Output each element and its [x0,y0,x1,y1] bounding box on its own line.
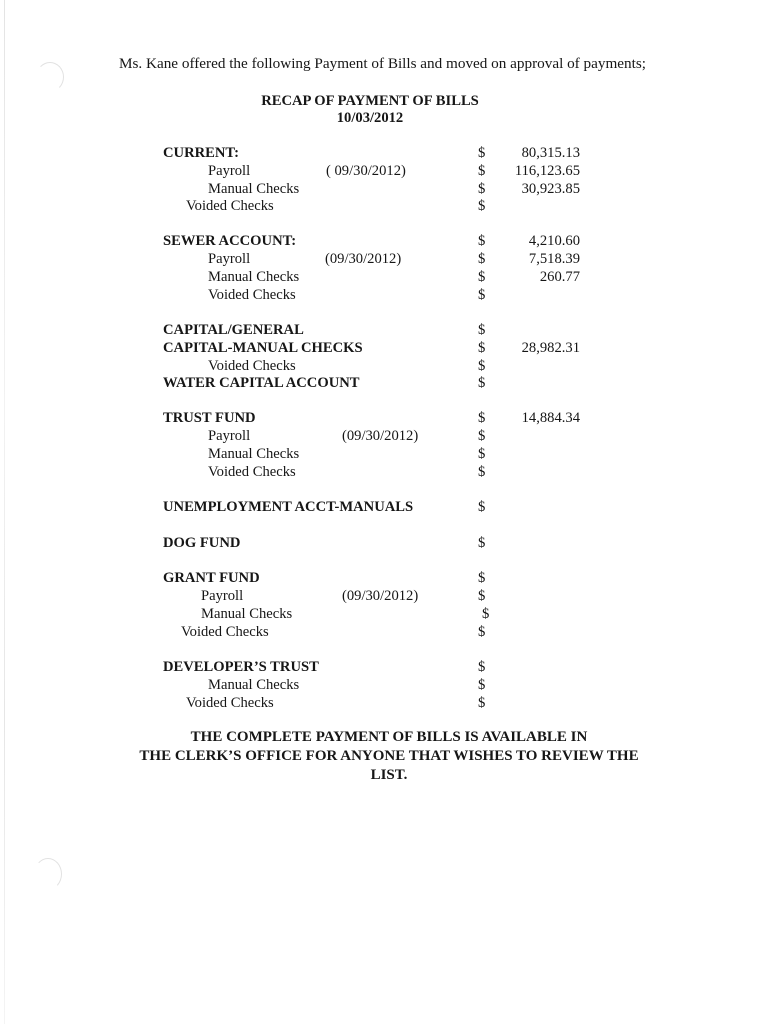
document-title: RECAP OF PAYMENT OF BILLS [261,93,479,109]
current-manual-amount: 116,123.65 [514,163,580,179]
sewer-manual-label: Manual Checks [208,269,300,285]
trust-fund-heading: TRUST FUND [163,410,256,426]
sewer-payroll-date: (09/30/2012) [325,251,402,267]
dog-fund-heading: DOG FUND [163,535,241,551]
dollar-sign: $ [478,251,486,267]
dollar-sign: $ [478,181,486,197]
grant-payroll-date: (09/30/2012) [342,588,419,604]
trust-fund-amount: 14,884.34 [521,410,580,426]
dollar-sign: $ [478,499,486,515]
dollar-sign: $ [478,677,486,693]
current-voided-amount: 30,923.85 [521,181,580,197]
current-heading: CURRENT: [163,145,239,161]
capital-manual-heading: CAPITAL-MANUAL CHECKS [163,340,363,356]
capital-voided-label: Voided Checks [208,358,296,374]
sewer-payroll-label: Payroll [208,251,251,267]
current-manual-label: Manual Checks [208,181,300,197]
developers-trust-heading: DEVELOPER’S TRUST [163,659,319,675]
grant-manual-label: Manual Checks [201,606,293,622]
dollar-sign: $ [478,428,486,444]
footer-line-1: THE COMPLETE PAYMENT OF BILLS IS AVAILABLE IN [190,729,588,745]
sewer-voided-label: Voided Checks [208,287,296,303]
sewer-voided-amount: 260.77 [539,269,580,285]
dollar-sign: $ [478,588,486,604]
dollar-sign: $ [478,659,486,675]
dollar-sign: $ [478,287,486,303]
dollar-sign: $ [478,163,486,179]
footer-line-3: LIST. [370,767,408,783]
dollar-sign: $ [478,464,486,480]
dollar-sign: $ [478,322,486,338]
dollar-sign: $ [478,695,486,711]
grant-fund-heading: GRANT FUND [163,570,260,586]
footer-notice [100,728,678,785]
unemployment-heading: UNEMPLOYMENT ACCT-MANUALS [163,499,414,515]
grant-payroll-label: Payroll [201,588,244,604]
current-payroll-date: ( 09/30/2012) [326,163,406,179]
current-voided-label: Voided Checks [186,198,274,214]
dollar-sign: $ [478,624,486,640]
current-payroll-label: Payroll [208,163,251,179]
intro-sentence: Ms. Kane offered the following Payment of Bills and moved on approval of payments; [119,55,646,72]
trust-voided-label: Voided Checks [208,464,296,480]
dollar-sign: $ [478,446,486,462]
footer-line-2: THE CLERK’S OFFICE FOR ANYONE THAT WISHES TO REVIEW THE [139,748,639,764]
current-payroll-amount: 80,315.13 [521,145,580,161]
dollar-sign: $ [478,198,486,214]
dollar-sign: $ [478,410,486,426]
dollar-sign: $ [478,375,486,391]
capital-manual-amount: 28,982.31 [521,340,580,356]
document-date: 10/03/2012 [336,110,404,126]
dollar-sign: $ [478,233,486,249]
grant-voided-label: Voided Checks [181,624,269,640]
dollar-sign: $ [482,606,490,622]
scan-artifact-bottom [34,858,62,890]
scan-edge-line [4,0,5,1024]
dollar-sign: $ [478,535,486,551]
developer-manual-label: Manual Checks [208,677,300,693]
dollar-sign: $ [478,145,486,161]
developer-voided-label: Voided Checks [186,695,274,711]
dollar-sign: $ [478,570,486,586]
capital-general-heading: CAPITAL/GENERAL [163,322,304,338]
trust-payroll-date: (09/30/2012) [342,428,419,444]
dollar-sign: $ [478,358,486,374]
dollar-sign: $ [478,340,486,356]
scan-artifact-top [36,62,64,92]
sewer-payroll-amount: 4,210.60 [528,233,580,249]
sewer-heading: SEWER ACCOUNT: [163,233,297,249]
trust-manual-label: Manual Checks [208,446,300,462]
water-capital-heading: WATER CAPITAL ACCOUNT [163,375,360,391]
sewer-manual-amount: 7,518.39 [528,251,580,267]
dollar-sign: $ [478,269,486,285]
trust-payroll-label: Payroll [208,428,251,444]
